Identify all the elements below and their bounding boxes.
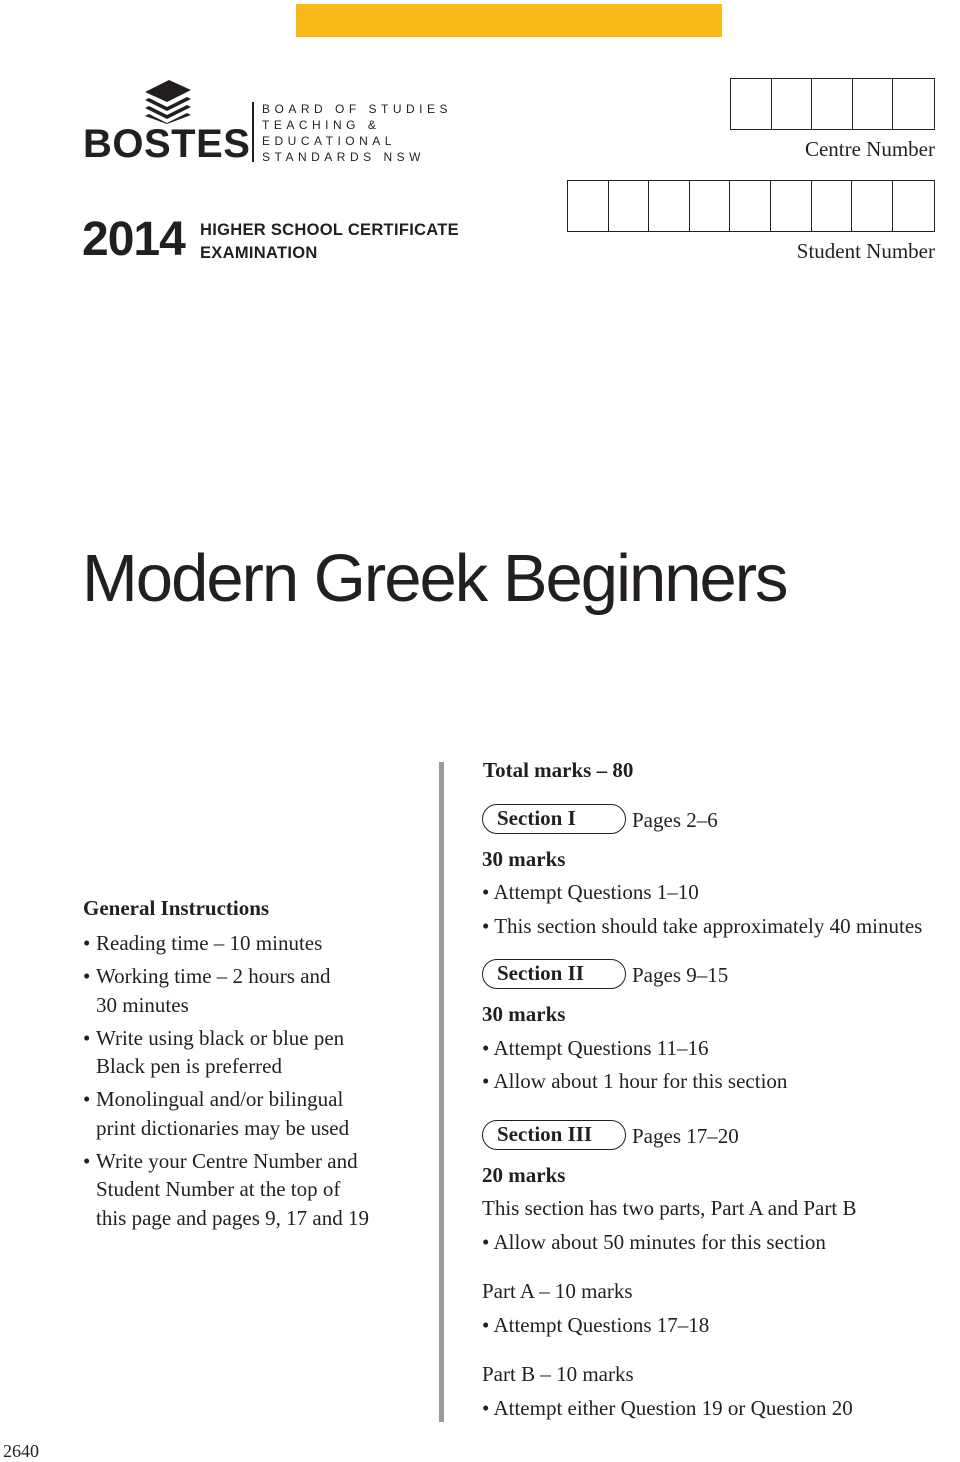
section-3-note: This section has two parts, Part A and Part B (482, 1196, 857, 1220)
list-item (83, 1024, 428, 1081)
part-b-label: Part B – 10 marks (482, 1362, 634, 1386)
section-3-bullet: • Allow about 50 minutes for this section (482, 1228, 826, 1256)
general-instructions-heading: General Instructions (83, 896, 270, 920)
part-a-bullet: • Attempt Questions 17–18 (482, 1311, 709, 1339)
logo-divider (252, 102, 254, 162)
list-item-line: Student Number at the top of (96, 1177, 341, 1201)
centre-number-cell[interactable] (893, 79, 934, 129)
student-number-cell[interactable] (649, 181, 690, 231)
exam-name-line: EXAMINATION (200, 244, 318, 262)
student-number-cell[interactable] (771, 181, 812, 231)
list-item-line: • Write your Centre Number and (96, 1148, 358, 1173)
exam-name-line: HIGHER SCHOOL CERTIFICATE (200, 221, 459, 239)
part-a-label: Part A – 10 marks (482, 1279, 633, 1303)
section-1-pages: Pages 2–6 (632, 808, 718, 832)
centre-number-cell[interactable] (731, 79, 772, 129)
section-2-bullet: • Allow about 1 hour for this section (482, 1067, 787, 1095)
student-number-cell[interactable] (893, 181, 934, 231)
list-item-line: • Monolingual and/or bilingual (96, 1087, 344, 1111)
list-item-line: print dictionaries may be used (96, 1115, 350, 1140)
student-number-cell[interactable] (730, 181, 771, 231)
stacked-books-icon (143, 76, 193, 124)
student-number-cell[interactable] (812, 181, 853, 231)
section-1-bullet: • This section should take approximately 40 minutes (482, 912, 922, 940)
logo-wordmark: BOSTES (83, 122, 251, 166)
list-item-line: • Write using black or blue pen (96, 1025, 345, 1050)
paper-code: 2640 (3, 1441, 39, 1461)
student-number-cell[interactable] (568, 181, 609, 231)
section-3-marks: 20 marks (482, 1163, 566, 1187)
logo-tagline-line: BOARD OF STUDIES (262, 102, 453, 116)
student-number-cell[interactable] (852, 181, 893, 231)
section-3-label: Section III (482, 1120, 626, 1150)
section-2-label: Section II (482, 959, 626, 989)
logo-tagline-line: STANDARDS NSW (262, 150, 425, 164)
general-instructions-list (83, 929, 428, 1237)
list-item-line: • Reading time – 10 minutes (96, 931, 323, 955)
logo-tagline-line: EDUCATIONAL (262, 134, 396, 148)
part-b-bullet: • Attempt either Question 19 or Question 20 (482, 1394, 853, 1422)
section-1-marks: 30 marks (482, 847, 566, 871)
section-2-bullet: • Attempt Questions 11–16 (482, 1034, 709, 1062)
section-1-bullet: • Attempt Questions 1–10 (482, 878, 699, 906)
section-1-label: Section I (482, 804, 626, 834)
list-item (83, 929, 428, 958)
column-divider (439, 762, 444, 1422)
top-accent-bar (296, 4, 722, 37)
student-number-boxes (567, 180, 935, 232)
exam-name (200, 219, 459, 265)
page-title: Modern Greek Beginners (82, 541, 787, 616)
list-item-line: this page and pages 9, 17 and 19 (96, 1205, 369, 1230)
exam-year: 2014 (82, 213, 185, 266)
list-item-line: Black pen is preferred (96, 1054, 282, 1078)
list-item-line: 30 minutes (96, 992, 189, 1017)
student-number-cell[interactable] (690, 181, 731, 231)
list-item (83, 962, 428, 1019)
logo-tagline (262, 101, 462, 165)
list-item (83, 1085, 428, 1142)
list-item-line: • Working time – 2 hours and (96, 964, 331, 988)
student-number-label: Student Number (796, 239, 935, 263)
section-2-marks: 30 marks (482, 1002, 566, 1026)
centre-number-cell[interactable] (853, 79, 894, 129)
centre-number-boxes (730, 78, 935, 130)
centre-number-cell[interactable] (812, 79, 853, 129)
list-item (83, 1147, 428, 1233)
student-number-cell[interactable] (609, 181, 650, 231)
centre-number-label: Centre Number (804, 137, 935, 161)
section-3-pages: Pages 17–20 (632, 1124, 739, 1148)
centre-number-cell[interactable] (772, 79, 813, 129)
section-2-pages: Pages 9–15 (632, 963, 729, 987)
total-marks: Total marks – 80 (483, 758, 634, 782)
logo-tagline-line: TEACHING & (262, 118, 381, 132)
